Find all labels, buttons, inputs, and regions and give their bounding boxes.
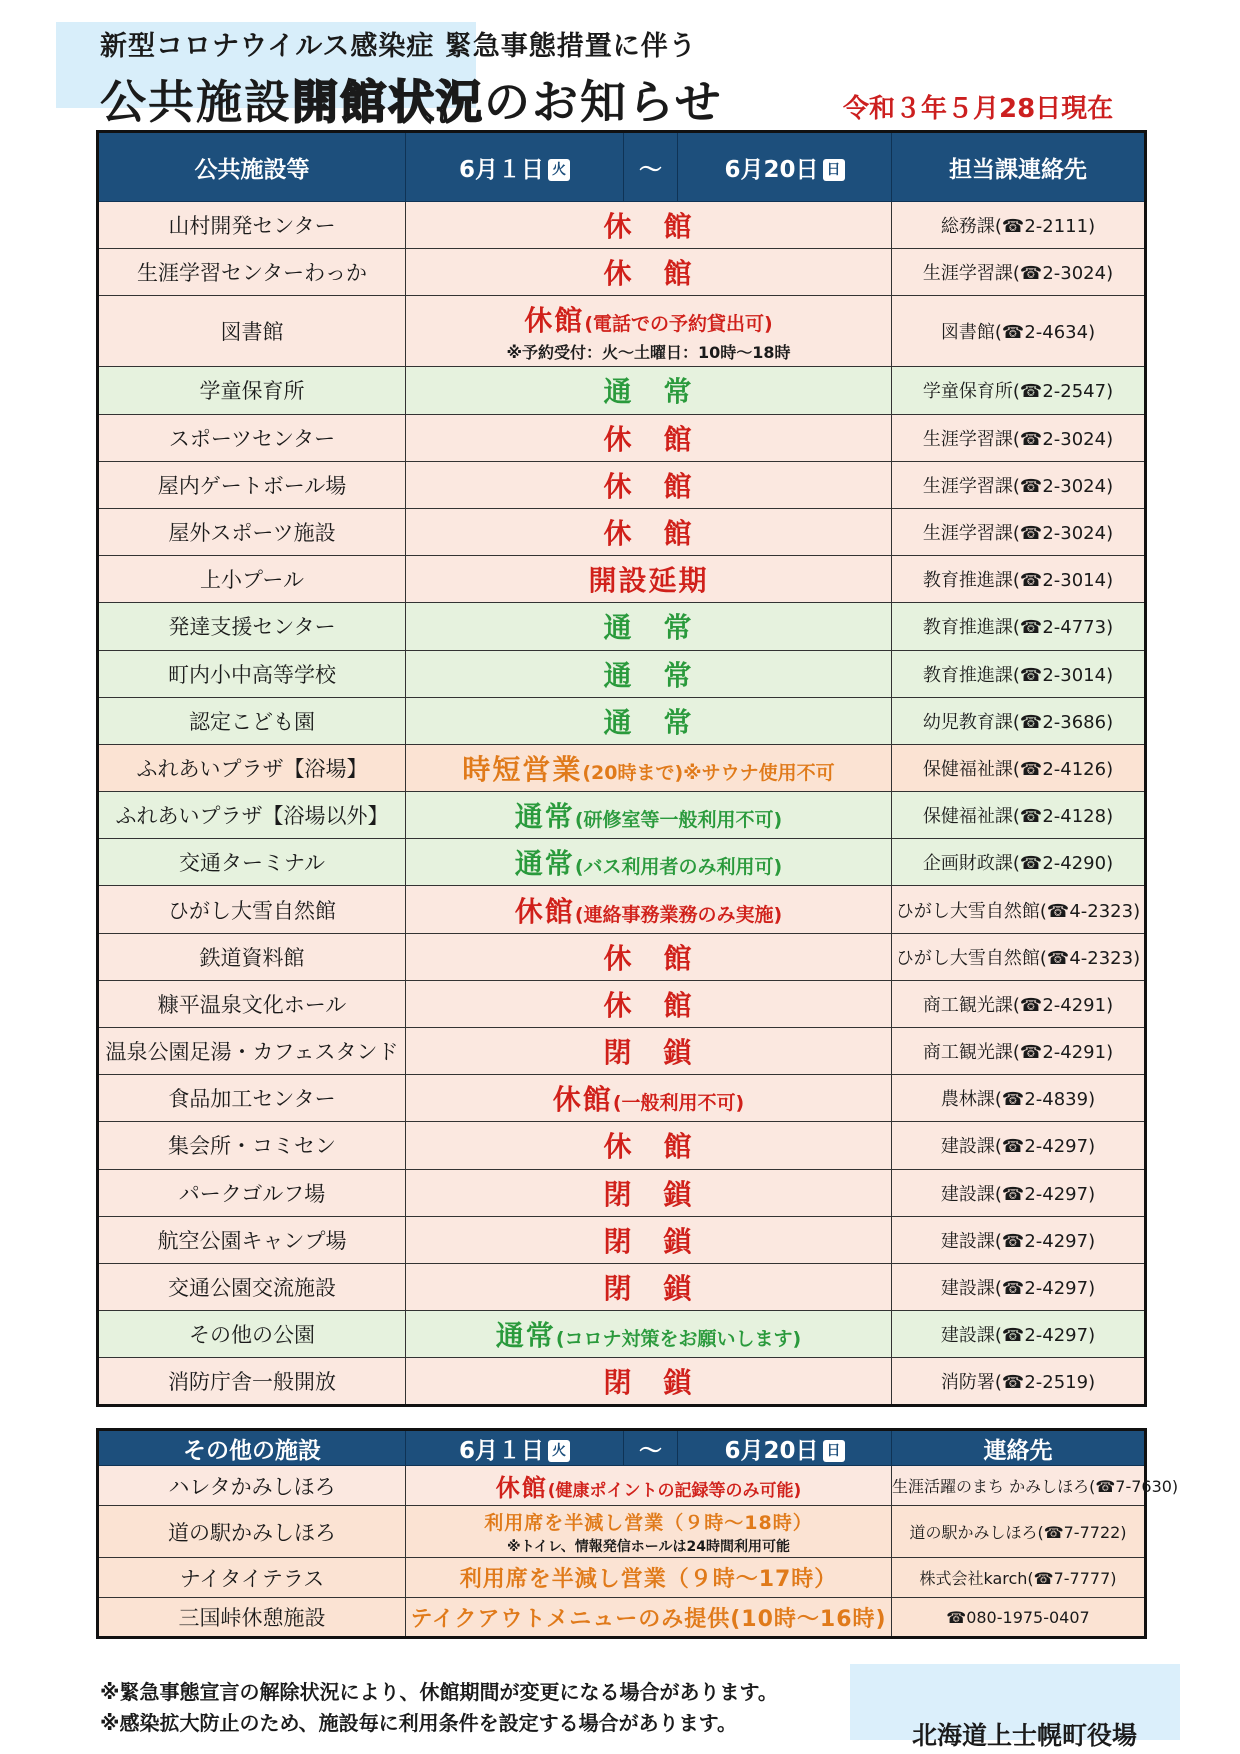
table-row [98,886,1146,933]
facility-name: 温泉公園足湯・カフェスタンド [98,1028,406,1075]
as-of-date: 令和３年５月28日現在 [843,94,1114,124]
status-cell [406,1466,892,1506]
contact-info: 学童保育所(☎2-2547) [892,367,1146,414]
status-cell [406,202,892,249]
facility-name: 上小プール [98,556,406,603]
status-note: 利用席を半減し営業（９時～17時） [459,1567,838,1592]
facility-name: ナイタイテラス [98,1558,406,1598]
status-label: 休 館 [603,988,694,1022]
status-label: 閉 鎖 [603,1272,694,1306]
contact-info: 生涯活躍のまち かみしほろ(☎7-7630) [892,1466,1146,1506]
status-label: 通 常 [603,611,694,645]
contact-info: 消防署(☎2-2519) [892,1358,1146,1405]
status-label: 通 常 [603,375,694,409]
status-label: 休 館 [603,1130,694,1164]
status-cell [406,980,892,1027]
town-office-name: 北海道上士幌町役場 [912,1721,1138,1750]
status-cell [406,1558,892,1598]
col-other-facility-header: その他の施設 [98,1430,406,1466]
facility-name: 図書館 [98,296,406,367]
contact-info: 教育推進課(☎2-4773) [892,603,1146,650]
status-label: 通常 [514,800,575,834]
period-tilde: ～ [624,1430,678,1466]
table-row [98,414,1146,461]
status-note: (コロナ対策をお願いします) [555,1328,802,1351]
status-label: 閉 鎖 [603,1177,694,1211]
period-tilde: ～ [624,132,678,202]
facility-name: 鉄道資料館 [98,933,406,980]
status-cell [406,1263,892,1310]
contact-info: 商工観光課(☎2-4291) [892,1028,1146,1075]
status-label: 時短営業 [462,752,583,786]
table-row [98,249,1146,296]
status-label: 通 常 [603,658,694,692]
facility-name: その他の公園 [98,1311,406,1358]
contact-info: 幼児教育課(☎2-3686) [892,697,1146,744]
facility-name: 航空公園キャンプ場 [98,1216,406,1263]
status-cell [406,461,892,508]
contact-info: 道の駅かみしほろ(☎7-7722) [892,1506,1146,1558]
status-cell [406,1075,892,1122]
contact-info: ひがし大雪自然館(☎4-2323) [892,886,1146,933]
contact-info: 総務課(☎2-2111) [892,202,1146,249]
status-label: 通常 [495,1319,556,1353]
status-label: 開設延期 [588,564,709,598]
table-row [98,296,1146,367]
status-cell [406,1598,892,1638]
contact-info: 企画財政課(☎2-4290) [892,839,1146,886]
status-subnote: ※予約受付：火～土曜日：10時～18時 [506,343,791,363]
status-cell [406,744,892,791]
table-row [98,1122,1146,1169]
contact-info: 図書館(☎2-4634) [892,296,1146,367]
table-row [98,1216,1146,1263]
facility-name: 屋外スポーツ施設 [98,508,406,555]
contact-info: 保健福祉課(☎2-4126) [892,744,1146,791]
period-start-header: 6月１日 火 [406,132,624,202]
title-part3: のお知らせ [484,75,723,129]
facility-name: 生涯学習センターわっか [98,249,406,296]
facility-name: 交通公園交流施設 [98,1263,406,1310]
status-note: 利用席を半減し営業（９時～18時） [484,1511,813,1534]
status-note: (研修室等一般利用不可) [574,809,783,832]
status-label: 休 館 [603,210,694,244]
status-cell [406,1169,892,1216]
main-table-header [98,132,1146,202]
status-cell [406,1028,892,1075]
table-row [98,1558,1146,1598]
weekday-badge: 火 [548,159,570,181]
facility-name: スポーツセンター [98,414,406,461]
contact-info: 株式会社karch(☎7-7777) [892,1558,1146,1598]
status-cell [406,1311,892,1358]
facility-name: 屋内ゲートボール場 [98,461,406,508]
table-row [98,1263,1146,1310]
period-start-header: 6月１日 火 [406,1430,624,1466]
contact-info: 教育推進課(☎2-3014) [892,650,1146,697]
contact-info: 生涯学習課(☎2-3024) [892,461,1146,508]
table-row [98,650,1146,697]
status-cell [406,650,892,697]
table-row [98,744,1146,791]
status-cell [406,556,892,603]
facility-name: 食品加工センター [98,1075,406,1122]
contact-info: 生涯学習課(☎2-3024) [892,508,1146,555]
title-part1: 公共施設 [100,75,292,129]
status-cell [406,603,892,650]
status-note: テイクアウトメニューのみ提供(10時～16時) [410,1606,887,1632]
contact-info: 建設課(☎2-4297) [892,1216,1146,1263]
status-label: 休 館 [603,257,694,291]
weekday-badge: 日 [823,1440,845,1462]
table-row [98,1358,1146,1405]
status-note: (健康ポイントの記録等のみ可能) [547,1481,802,1501]
main-facility-table [96,130,1147,1407]
contact-info: ☎080-1975-0407 [892,1598,1146,1638]
period-end-header: 6月20日 日 [678,132,892,202]
weekday-badge: 火 [548,1440,570,1462]
table-row [98,839,1146,886]
status-label: 閉 鎖 [603,1036,694,1070]
page-title [100,66,723,132]
contact-info: 生涯学習課(☎2-3024) [892,249,1146,296]
contact-info: 生涯学習課(☎2-3024) [892,414,1146,461]
status-cell [406,792,892,839]
table-row [98,1311,1146,1358]
table-row [98,461,1146,508]
table-row [98,1466,1146,1506]
status-cell [406,1122,892,1169]
col-facility-header: 公共施設等 [98,132,406,202]
contact-info: 農林課(☎2-4839) [892,1075,1146,1122]
status-label: 休館 [514,894,575,928]
table-row [98,697,1146,744]
status-note: (電話での予約貸出可) [584,313,773,336]
contact-info: 建設課(☎2-4297) [892,1169,1146,1216]
facility-name: ふれあいプラザ【浴場以外】 [98,792,406,839]
table-row [98,1506,1146,1558]
facility-name: 山村開発センター [98,202,406,249]
other-table-header [98,1430,1146,1466]
facility-name: ハレタかみしほろ [98,1466,406,1506]
facility-name: 糠平温泉文化ホール [98,980,406,1027]
status-label: 休館 [495,1474,548,1502]
status-cell [406,414,892,461]
other-facility-table [96,1428,1179,1639]
table-row [98,1169,1146,1216]
status-cell [406,1358,892,1405]
status-note: (連絡事務業務のみ実施) [574,903,783,926]
status-cell [406,508,892,555]
facility-name: 集会所・コミセン [98,1122,406,1169]
status-label: 閉 鎖 [603,1365,694,1399]
status-note: (20時まで)※サウナ使用不可 [582,761,835,784]
table-row [98,556,1146,603]
table-row [98,603,1146,650]
status-cell [406,697,892,744]
status-label: 休 館 [603,517,694,551]
contact-info: 建設課(☎2-4297) [892,1311,1146,1358]
col-contact-header: 連絡先 [892,1430,1146,1466]
facility-name: ふれあいプラザ【浴場】 [98,744,406,791]
status-label: 休 館 [603,422,694,456]
contact-info: 商工観光課(☎2-4291) [892,980,1146,1027]
contact-info: 建設課(☎2-4297) [892,1122,1146,1169]
contact-info: 建設課(☎2-4297) [892,1263,1146,1310]
status-cell [406,1216,892,1263]
contact-info: 保健福祉課(☎2-4128) [892,792,1146,839]
facility-name: 消防庁舎一般開放 [98,1358,406,1405]
title-highlight: 開館状況 [292,75,484,129]
status-cell [406,296,892,367]
facility-name: パークゴルフ場 [98,1169,406,1216]
status-label: 休館 [524,304,585,338]
contact-info: ひがし大雪自然館(☎4-2323) [892,933,1146,980]
facility-name: 学童保育所 [98,367,406,414]
col-contact-header: 担当課連絡先 [892,132,1146,202]
status-label: 休 館 [603,469,694,503]
status-cell [406,1506,892,1558]
status-cell [406,839,892,886]
table-row [98,202,1146,249]
facility-name: 道の駅かみしほろ [98,1506,406,1558]
status-subnote: ※トイレ、情報発信ホールは24時間利用可能 [507,1538,790,1555]
table-row [98,933,1146,980]
facility-name: 三国峠休憩施設 [98,1598,406,1638]
status-label: 休 館 [603,941,694,975]
status-label: 通 常 [603,705,694,739]
status-cell [406,933,892,980]
status-note: (バス利用者のみ利用可) [574,856,783,879]
table-row [98,1028,1146,1075]
page-subtitle: 新型コロナウイルス感染症 緊急事態措置に伴う [100,31,697,62]
table-row [98,508,1146,555]
table-row [98,792,1146,839]
facility-name: 交通ターミナル [98,839,406,886]
status-label: 休館 [552,1083,613,1117]
table-row [98,1075,1146,1122]
status-cell [406,886,892,933]
weekday-badge: 日 [823,159,845,181]
status-label: 通常 [514,847,575,881]
status-label: 閉 鎖 [603,1224,694,1258]
contact-info: 教育推進課(☎2-3014) [892,556,1146,603]
footer-note-1: ※緊急事態宣言の解除状況により、休館期間が変更になる場合があります。 [100,1680,778,1704]
period-end-header: 6月20日 日 [678,1430,892,1466]
facility-name: 町内小中高等学校 [98,650,406,697]
status-cell [406,367,892,414]
table-row [98,980,1146,1027]
facility-name: 発達支援センター [98,603,406,650]
facility-name: 認定こども園 [98,697,406,744]
table-row [98,1598,1146,1638]
table-row [98,367,1146,414]
footer-note-2: ※感染拡大防止のため、施設毎に利用条件を設定する場合があります。 [100,1711,738,1735]
status-cell [406,249,892,296]
facility-name: ひがし大雪自然館 [98,886,406,933]
status-note: (一般利用不可) [612,1092,745,1115]
